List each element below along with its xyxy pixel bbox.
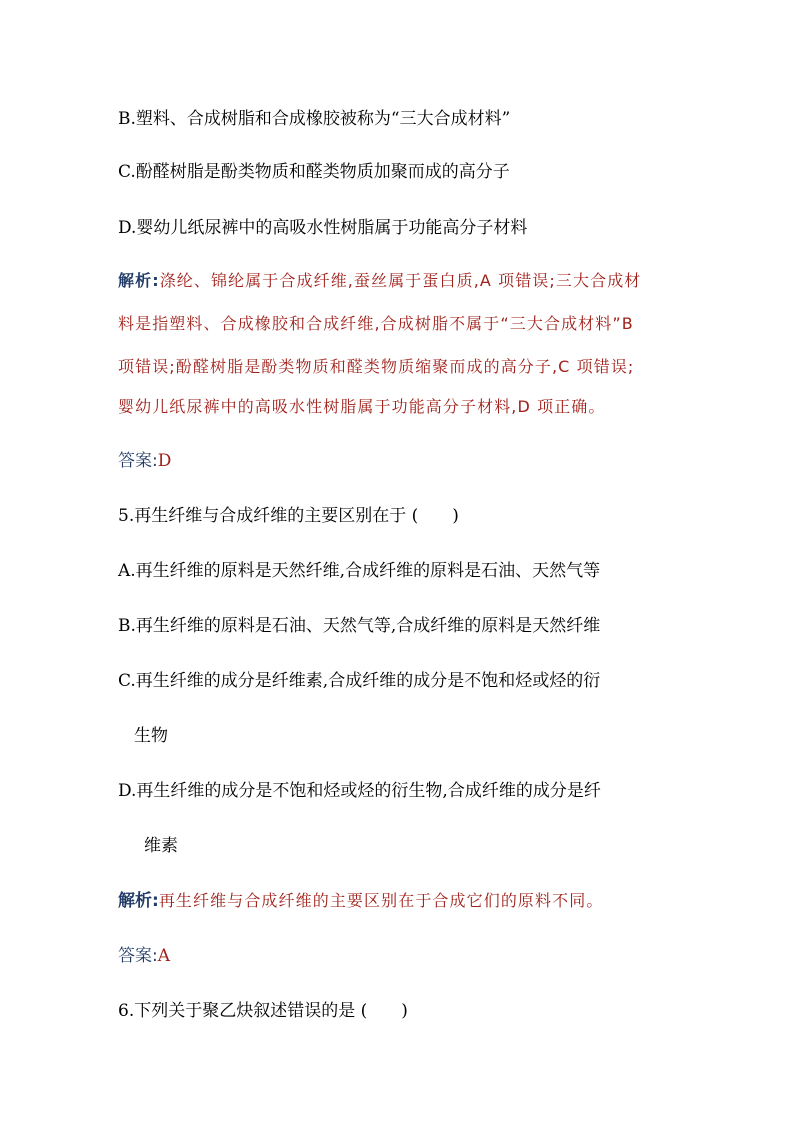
analysis-block-line [118, 273, 641, 289]
analysis-label: 解析: [118, 271, 160, 290]
analysis-text: 再生纤维与合成纤维的主要区别在于合成它们的原料不同。 [158, 891, 604, 910]
question-stem: 6.下列关于聚乙炔叙述错误的是 ( ) [118, 1001, 408, 1021]
option-c-text: C.酚醛树脂是酚类物质和醛类物质加聚而成的高分子 [118, 162, 510, 182]
option-b-text: B.塑料、合成树脂和合成橡胶被称为“三大合成材料” [118, 109, 511, 129]
question-stem: 5.再生纤维与合成纤维的主要区别在于 ( ) [118, 506, 459, 526]
option-c-text: C.再生纤维的成分是纤维素,合成纤维的成分是不饱和烃或烃的衍 [118, 671, 601, 691]
option-a-text: A.再生纤维的原料是天然纤维,合成纤维的原料是石油、天然气等 [118, 561, 601, 581]
answer-value: A [157, 946, 171, 966]
option-d-text: D.再生纤维的成分是不饱和烃或烃的衍生物,合成纤维的成分是纤 [118, 781, 601, 801]
answer-label: 答案: [118, 451, 158, 471]
option-c-continuation: 生物 [134, 726, 168, 746]
option-b-text: B.再生纤维的原料是石油、天然气等,合成纤维的原料是天然纤维 [118, 616, 601, 636]
analysis-text: 婴幼儿纸尿裤中的高吸水性树脂属于功能高分子材料,D 项正确。 [118, 397, 606, 416]
answer-label: 答案: [118, 946, 158, 966]
analysis-text: 项错误;酚醛树脂是酚类物质和醛类物质缩聚而成的高分子,C 项错误; [118, 357, 635, 376]
analysis-block-line [118, 893, 603, 910]
answer-line [118, 453, 171, 470]
answer-value: D [157, 451, 172, 471]
option-d-continuation: 维素 [144, 836, 178, 856]
answer-line [118, 948, 170, 965]
analysis-label: 解析: [118, 891, 159, 911]
analysis-text: 涤纶、锦纶属于合成纤维,蚕丝属于蛋白质,A 项错误;三大合成材 [159, 271, 642, 290]
analysis-text: 料是指塑料、合成橡胶和合成纤维,合成树脂不属于“三大合成材料”B [118, 314, 634, 333]
option-d-text: D.婴幼儿纸尿裤中的高吸水性树脂属于功能高分子材料 [118, 218, 528, 238]
